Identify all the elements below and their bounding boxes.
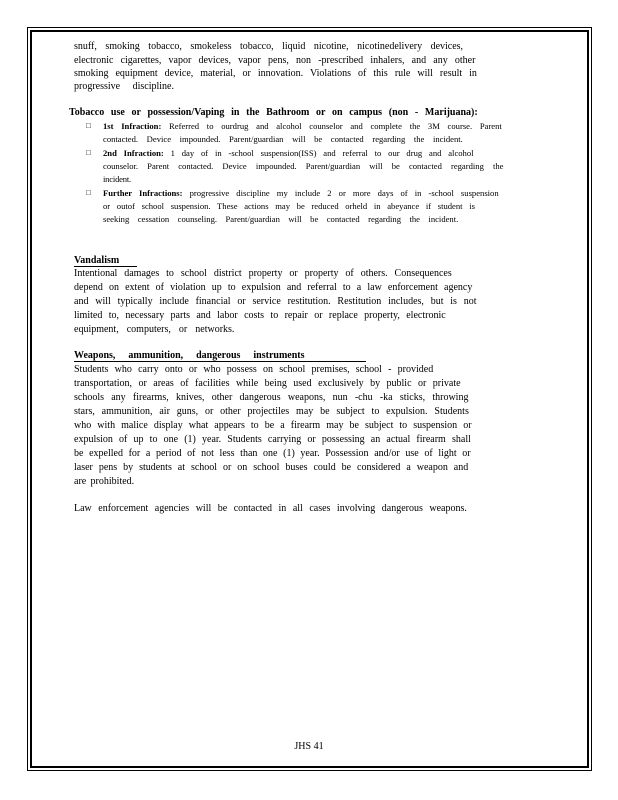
infraction-line: or outof school suspension. These actions may be reduced orheld in abeyance if student is bbox=[103, 201, 475, 211]
weapons-line: expulsion of up to one (1) year. Students carrying or possessing an actual firearm shall bbox=[74, 434, 471, 445]
weapons-line: stars, ammunition, air guns, or other projectiles may be subject to expulsion. Students bbox=[74, 406, 469, 417]
weapons-line: who with malice display what appears to be a firearm may be subject to suspension or bbox=[74, 420, 472, 431]
infraction-line bbox=[103, 121, 563, 131]
vandalism-heading: Vandalism bbox=[74, 255, 120, 266]
infraction-label: 1st Infraction: bbox=[103, 121, 162, 131]
weapons-line: transportation, or areas of facilities while being used exclusively by public or private bbox=[74, 378, 461, 389]
heading-underline bbox=[74, 361, 366, 362]
checkbox-bullet-icon: □ bbox=[86, 188, 91, 197]
infraction-text: progressive discipline my include 2 or more days of in -school suspension bbox=[182, 188, 499, 198]
vandalism-line: and will typically include financial or service restitution. Restitution includes, but is not bbox=[74, 296, 477, 307]
checkbox-bullet-icon: □ bbox=[86, 148, 91, 157]
weapons-line: Students who carry onto or who possess on school premises, school - provided bbox=[74, 364, 434, 375]
law-enforcement-line: Law enforcement agencies will be contacted in all cases involving dangerous weapons. bbox=[74, 503, 467, 514]
infraction-line bbox=[103, 188, 558, 198]
weapons-line: are prohibited. bbox=[74, 476, 135, 487]
weapons-line: be expelled for a period of not less than one (1) year. Possession and/or use of light or bbox=[74, 448, 471, 459]
weapons-line: schools any firearms, knives, other dangerous weapons, nun -chu -ka sticks, throwing bbox=[74, 392, 469, 403]
checkbox-bullet-icon: □ bbox=[86, 121, 91, 130]
vandalism-line: depend on extent of violation up to expulsion and referral to a law enforcement agency bbox=[74, 282, 473, 293]
infraction-label: 2nd Infraction: bbox=[103, 148, 164, 158]
heading-underline bbox=[74, 266, 137, 267]
weapons-heading: Weapons, ammunition, dangerous instruments bbox=[74, 350, 305, 361]
intro-line: progressive discipline. bbox=[74, 81, 174, 92]
page-number: JHS 41 bbox=[294, 741, 324, 752]
vandalism-line: limited to, necessary parts and labor costs to repair or replace property, electronic bbox=[74, 310, 446, 321]
weapons-line: laser pens by students at school or on school buses could be considered a weapon and bbox=[74, 462, 469, 473]
infraction-line: seeking cessation counseling. Parent/guardian will be contacted regarding the incident. bbox=[103, 214, 459, 224]
infraction-line: contacted. Device impounded. Parent/guardian will be contacted regarding the incident. bbox=[103, 134, 463, 144]
intro-line: snuff, smoking tobacco, smokeless tobacco, liquid nicotine, nicotinedelivery devices, bbox=[74, 41, 464, 52]
tobacco-heading: Tobacco use or possession/Vaping in the Bathroom or on campus (non - Marijuana): bbox=[69, 107, 478, 118]
infraction-line: incident. bbox=[103, 174, 131, 184]
infraction-text: 1 day of in -school suspension(ISS) and referral to our drug and alcohol bbox=[163, 148, 474, 158]
infraction-label: Further Infractions: bbox=[103, 188, 183, 198]
intro-line: electronic cigarettes, vapor devices, vapor pens, non -prescribed inhalers, and any other bbox=[74, 55, 476, 66]
vandalism-line: equipment, computers, or networks. bbox=[74, 324, 235, 335]
infraction-line: counselor. Parent contacted. Device impounded. Parent/guardian will be contacted regarding the bbox=[103, 161, 504, 171]
infraction-line bbox=[103, 148, 525, 158]
infraction-text: Referred to ourdrug and alcohol counselor and complete the 3M course. Parent bbox=[161, 121, 502, 131]
intro-line: smoking equipment device, material, or innovation. Violations of this rule will result in bbox=[74, 68, 477, 79]
vandalism-line: Intentional damages to school district property or property of others. Consequences bbox=[74, 268, 452, 279]
